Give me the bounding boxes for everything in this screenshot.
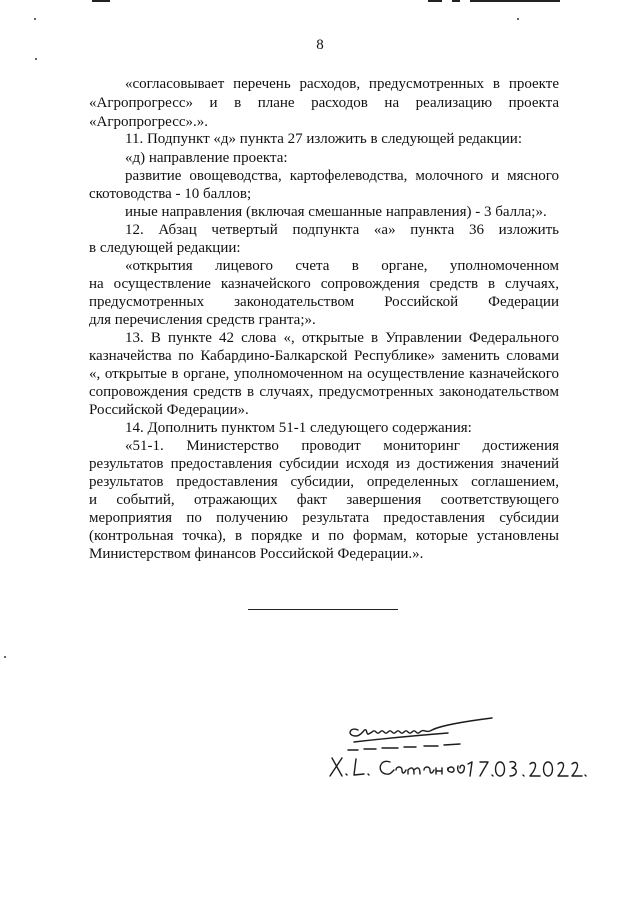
text-line: предусмотренных законодательством Российской Федерации bbox=[89, 294, 559, 310]
text-line: (контрольная точка), в порядке и по формам, которые установлены bbox=[89, 528, 559, 544]
text-line: 14. Дополнить пунктом 51-1 следующего содержания: bbox=[125, 420, 472, 436]
text-line: 11. Подпункт «д» пункта 27 изложить в следующей редакции: bbox=[125, 131, 522, 147]
text-line: «, открытые в органе, уполномоченном на осуществление казначейского bbox=[89, 366, 559, 382]
text-line: «Агропрогресс» и в плане расходов на реализацию проекта bbox=[89, 95, 559, 111]
signature-drawing bbox=[320, 706, 590, 786]
text-line: мероприятия по получению результата предоставления субсидии bbox=[89, 510, 559, 526]
text-line: для перечисления средств гранта;». bbox=[89, 312, 316, 328]
scan-speck bbox=[4, 656, 6, 658]
text-line: «51-1. Министерство проводит мониторинг достижения bbox=[125, 438, 559, 454]
text-line: «Агропрогресс».». bbox=[89, 114, 209, 130]
text-line: 12. Абзац четвертый подпункта «а» пункта 36 изложить bbox=[125, 222, 559, 238]
scan-speck bbox=[35, 58, 37, 60]
text-line: 13. В пункте 42 слова «, открытые в Управлении Федерального bbox=[125, 330, 559, 346]
text-line: Российской Федерации». bbox=[89, 402, 249, 418]
handwritten-signature bbox=[320, 706, 590, 786]
text-line: в следующей редакции: bbox=[89, 240, 241, 256]
section-divider bbox=[248, 609, 398, 610]
scan-speck bbox=[517, 18, 519, 20]
text-line: результатов предоставления субсидии, определенных соглашением, bbox=[89, 474, 559, 490]
text-line: «д) направление проекта: bbox=[125, 150, 288, 166]
text-line: «согласовывает перечень расходов, предусмотренных в проекте bbox=[125, 76, 559, 92]
text-line: результатов предоставления субсидии исходя из достижения значений bbox=[89, 456, 559, 472]
page-number: 8 bbox=[316, 37, 324, 53]
text-line: на осуществление казначейского сопровождения средств в случаях, bbox=[89, 276, 559, 292]
text-line: «открытия лицевого счета в органе, уполномоченном bbox=[125, 258, 559, 274]
text-line: казначейства по Кабардино-Балкарской Республике» заменить словами bbox=[89, 348, 559, 364]
text-line: скотоводства - 10 баллов; bbox=[89, 186, 252, 202]
scan-top-marks bbox=[0, 0, 640, 6]
text-line: Министерством финансов Российской Федерации.». bbox=[89, 546, 424, 562]
text-line: сопровождения средств в случаях, предусмотренных законодательством bbox=[89, 384, 559, 400]
scan-speck bbox=[34, 18, 36, 20]
text-line: иные направления (включая смешанные направления) - 3 балла;». bbox=[125, 204, 547, 220]
text-line: и событий, отражающих факт завершения соответствующего bbox=[89, 492, 559, 508]
text-line: развитие овощеводства, картофелеводства, молочного и мясного bbox=[125, 168, 559, 184]
